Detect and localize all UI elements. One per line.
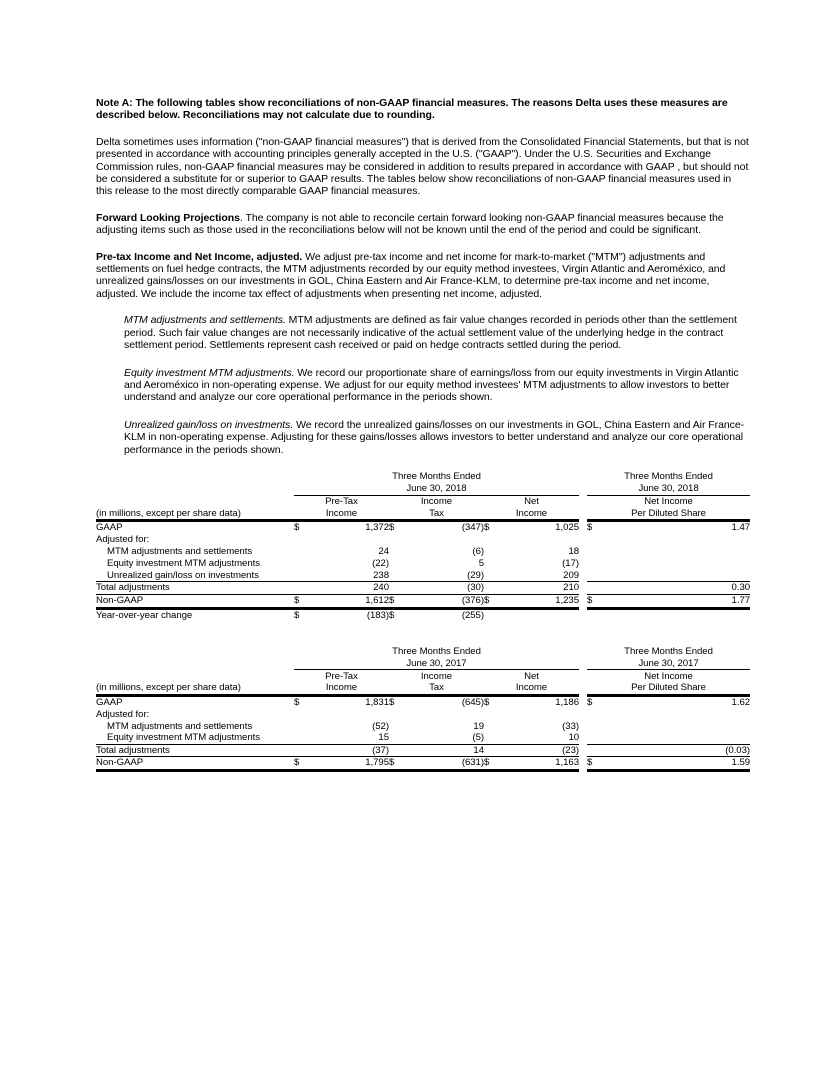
dollar-sign <box>484 546 501 558</box>
dollar-sign <box>587 558 604 570</box>
dollar-sign <box>294 582 311 595</box>
column-gap <box>579 508 587 521</box>
row-label: Non-GAAP <box>96 595 294 610</box>
period-header-right: Three Months Ended <box>624 471 713 483</box>
row-label: Total adjustments <box>96 745 294 758</box>
table-row <box>96 610 750 622</box>
note-a-paragraph: Note A: The following tables show reconciliations of non-GAAP financial measures. The reasons Delta uses these measures are described below. Reconciliations may not calculate due to rounding. <box>96 97 728 122</box>
dollar-sign: $ <box>484 520 501 534</box>
dollar-sign <box>484 570 501 583</box>
income-tax-header: Tax <box>389 682 484 695</box>
pretax-income-value: 1,372 <box>311 520 389 534</box>
period-header-row <box>96 646 750 658</box>
dollar-sign <box>587 720 604 732</box>
dollar-sign <box>389 570 406 583</box>
net-income-value: (33) <box>562 720 580 732</box>
dollar-sign <box>294 745 311 758</box>
dollar-sign: $ <box>389 757 406 772</box>
net-income-header: Net <box>524 495 539 507</box>
column-gap <box>579 670 587 682</box>
row-label: GAAP <box>96 520 294 534</box>
per-diluted-share-value: (0.03) <box>604 745 750 758</box>
dollar-sign <box>389 732 406 745</box>
unrealized-definition-body: We record the unrealized gains/losses on our investments in GOL, China Eastern and Air France-KLM in non-operating expense. Adjusting for these gains/losses allows investors to better understand and analyze our core operational performance in the periods shown. <box>124 418 745 456</box>
net-income-value: 1,025 <box>501 520 579 534</box>
table-row <box>96 595 750 610</box>
column-gap <box>579 658 587 671</box>
table-row <box>96 546 750 558</box>
column-gap <box>579 546 587 558</box>
period-date-row <box>96 658 750 671</box>
column-gap <box>579 595 587 610</box>
reconciliation-table-2017 <box>96 646 750 773</box>
column-gap <box>579 682 587 695</box>
dollar-sign: $ <box>389 695 406 709</box>
dollar-sign <box>389 582 406 595</box>
dollar-sign <box>294 708 311 720</box>
column-gap <box>579 646 587 658</box>
income-tax-value <box>406 534 484 546</box>
forward-looking-paragraph <box>96 212 750 237</box>
dollar-sign <box>484 720 501 732</box>
pretax-income-value: (37) <box>311 745 389 758</box>
dollar-sign: $ <box>484 595 501 610</box>
dollar-sign <box>484 558 501 570</box>
dollar-sign <box>484 732 501 745</box>
dollar-sign <box>389 558 406 570</box>
dollar-sign <box>294 534 311 546</box>
period-header-right: Three Months Ended <box>624 645 713 657</box>
dollar-sign <box>389 546 406 558</box>
per-diluted-share-value <box>604 610 750 622</box>
dollar-sign <box>389 720 406 732</box>
income-tax-header: Income <box>420 495 453 507</box>
table-row <box>96 534 750 546</box>
pretax-income-value: 240 <box>311 582 389 595</box>
table-row <box>96 732 750 745</box>
column-gap <box>579 534 587 546</box>
dollar-sign: $ <box>484 695 501 709</box>
per-diluted-share-value <box>604 546 750 558</box>
dollar-sign: $ <box>587 695 604 709</box>
net-income-value <box>501 534 579 546</box>
table-row <box>96 558 750 570</box>
row-label: Equity investment MTM adjustments <box>96 732 294 745</box>
net-income-value: (17) <box>562 558 580 570</box>
units-label: (in millions, except per share data) <box>96 682 294 695</box>
document-page <box>96 97 750 772</box>
net-income-value: 18 <box>568 546 580 558</box>
column-gap <box>579 720 587 732</box>
column-gap <box>579 610 587 622</box>
row-label: Non-GAAP <box>96 757 294 772</box>
pretax-income-header: Income <box>294 508 389 521</box>
income-tax-value: (645) <box>406 695 484 709</box>
equity-mtm-definition-paragraph <box>124 367 750 404</box>
row-label: MTM adjustments and settlements <box>107 546 253 558</box>
net-income-value: 10 <box>501 732 579 745</box>
dollar-sign: $ <box>294 757 311 772</box>
pretax-income-value: 238 <box>311 570 389 583</box>
net-income-value <box>501 610 579 622</box>
period-header-row <box>96 471 750 483</box>
dollar-sign <box>587 570 604 583</box>
table-row <box>96 582 750 595</box>
column-gap <box>579 695 587 709</box>
dollar-sign <box>389 534 406 546</box>
column-gap <box>579 708 587 720</box>
pretax-income-value: 1,795 <box>311 757 389 772</box>
dollar-sign <box>389 708 406 720</box>
per-diluted-share-value: 1.62 <box>604 695 750 709</box>
pretax-income-value: 1,831 <box>311 695 389 709</box>
column-gap <box>579 471 587 483</box>
per-diluted-share-header: Per Diluted Share <box>587 682 750 695</box>
table-row <box>96 757 750 772</box>
empty-cell <box>96 670 294 682</box>
column-gap <box>579 520 587 534</box>
dollar-sign: $ <box>587 757 604 772</box>
column-header-row <box>96 670 750 682</box>
dollar-sign: $ <box>587 520 604 534</box>
column-header-row <box>96 496 750 508</box>
row-label: Adjusted for: <box>96 534 150 546</box>
period-header: Three Months Ended <box>392 471 481 483</box>
column-header-row <box>96 508 750 521</box>
dollar-sign <box>294 732 311 745</box>
mtm-definition-body: MTM adjustments are defined as fair value changes recorded in periods other than the settlement period. Such fair value changes are not necessarily indicative of the actual settlement value of the underlying hedge in the contract settlement period. Settlements represent cash received or paid on hedge contracts settled during the period. <box>124 314 737 352</box>
income-tax-value <box>406 708 484 720</box>
dollar-sign: $ <box>294 520 311 534</box>
dollar-sign: $ <box>389 520 406 534</box>
income-tax-value: (376) <box>406 595 484 610</box>
dollar-sign <box>294 558 311 570</box>
empty-cell <box>96 471 294 483</box>
intro-paragraph: Delta sometimes uses information ("non-GAAP financial measures") that is derived from the Consolidated Financial Statements, but that is not presented in accordance with accounting principles generally accepted in the U.S. ("GAAP"). Under the U.S. Securities and Exchange Commission rules, non-GAAP financial measures may be considered in addition to results prepared in accordance with GAAP , but should not be considered a substitute for or superior to GAAP results. The tables below show reconciliations of non-GAAP financial measures used in this release to the most directly comparable GAAP financial measures. <box>96 135 749 198</box>
empty-cell <box>96 646 294 658</box>
dollar-sign: $ <box>389 595 406 610</box>
dollar-sign: $ <box>389 609 395 621</box>
row-label: GAAP <box>96 695 294 709</box>
net-income-value: (23) <box>501 745 579 758</box>
per-diluted-share-header: Per Diluted Share <box>587 508 750 521</box>
dollar-sign <box>389 745 406 758</box>
column-gap <box>579 496 587 508</box>
column-gap <box>579 483 587 496</box>
row-label: Total adjustments <box>96 582 294 595</box>
pretax-income-value <box>311 708 389 720</box>
income-tax-value: 5 <box>478 558 484 570</box>
dollar-sign: $ <box>484 757 501 772</box>
empty-cell <box>96 496 294 508</box>
dollar-sign: $ <box>587 595 604 610</box>
table-row <box>96 720 750 732</box>
dollar-sign <box>587 534 604 546</box>
table-row <box>96 745 750 758</box>
row-label: Equity investment MTM adjustments <box>107 558 260 570</box>
dollar-sign <box>294 720 311 732</box>
per-diluted-share-value: 1.47 <box>604 520 750 534</box>
dollar-sign <box>484 708 501 720</box>
dollar-sign <box>587 582 604 595</box>
net-income-value: 1,186 <box>501 695 579 709</box>
pretax-income-paragraph <box>96 251 750 301</box>
pretax-income-value <box>311 534 389 546</box>
per-diluted-share-value: 1.77 <box>604 595 750 610</box>
dollar-sign <box>294 546 311 558</box>
income-tax-value: (6) <box>472 546 484 558</box>
per-diluted-share-header: Net Income <box>644 495 693 507</box>
reconciliation-table-2018 <box>96 471 750 622</box>
unrealized-definition-title: Unrealized gain/loss on investments. <box>124 418 294 431</box>
pretax-income-header: Pre-Tax <box>325 495 358 507</box>
net-income-header: Income <box>484 508 579 521</box>
column-gap <box>579 558 587 570</box>
pretax-income-value: 1,612 <box>311 595 389 610</box>
empty-cell <box>96 658 294 671</box>
income-tax-value: (347) <box>406 520 484 534</box>
equity-mtm-definition-body: We record our proportionate share of earnings/loss from our equity investments in Virgin Atlantic and Aeroméxico in non-operating expense. We adjust for our equity method investees' MTM adjustments to allow investors to better understand and analyze our core operational performance in the periods shown. <box>124 366 739 404</box>
dollar-sign <box>294 570 311 583</box>
per-diluted-share-value: 0.30 <box>604 582 750 595</box>
table-row <box>96 695 750 709</box>
period-date-right: June 30, 2018 <box>587 483 750 496</box>
pretax-income-value: 24 <box>378 546 389 558</box>
forward-looking-title: Forward Looking Projections <box>96 211 240 224</box>
period-date: June 30, 2017 <box>294 658 579 671</box>
column-header-row <box>96 682 750 695</box>
income-tax-header: Tax <box>389 508 484 521</box>
column-gap <box>579 745 587 758</box>
column-gap <box>579 732 587 745</box>
pretax-income-body: We adjust pre-tax income and net income for mark-to-market ("MTM") adjustments and settlements on fuel hedge contracts, the MTM adjustments recorded by our equity method investees, Virgin Atlantic and Aeroméxico, and unrealized gains/losses on our investments in GOL, China Eastern and Air France-KLM, to determine pre-tax income and net income, adjusted. We include the income tax effect of adjustments when presenting net income, adjusted. <box>96 250 726 300</box>
per-diluted-share-value <box>604 570 750 583</box>
pretax-income-header: Income <box>294 682 389 695</box>
per-diluted-share-value <box>604 534 750 546</box>
dollar-sign <box>484 610 501 622</box>
period-date: June 30, 2018 <box>294 483 579 496</box>
mtm-definition-title: MTM adjustments and settlements. <box>124 314 286 327</box>
per-diluted-share-value <box>604 720 750 732</box>
dollar-sign <box>587 708 604 720</box>
income-tax-value: 14 <box>406 745 484 758</box>
pretax-income-value: (183) <box>366 609 389 621</box>
period-date-right: June 30, 2017 <box>587 658 750 671</box>
row-label: MTM adjustments and settlements <box>107 720 253 732</box>
dollar-sign <box>587 745 604 758</box>
income-tax-value: (255) <box>461 609 484 621</box>
income-tax-value: (29) <box>406 570 484 583</box>
pretax-income-title: Pre-tax Income and Net Income, adjusted. <box>96 250 303 263</box>
dollar-sign: $ <box>294 609 300 621</box>
column-gap <box>579 582 587 595</box>
dollar-sign <box>484 582 501 595</box>
unrealized-definition-paragraph <box>124 419 750 456</box>
income-tax-value: (631) <box>406 757 484 772</box>
forward-looking-body: . The company is not able to reconcile certain forward looking non-GAAP financial measures because the adjusting items such as those used in the reconciliations below will not be known until the end of the period and could be significant. <box>96 211 724 237</box>
per-diluted-share-header: Net Income <box>644 670 693 682</box>
dollar-sign <box>484 745 501 758</box>
net-income-value: 1,163 <box>501 757 579 772</box>
pretax-income-value: 15 <box>311 732 389 745</box>
dollar-sign: $ <box>294 695 311 709</box>
income-tax-value: (30) <box>406 582 484 595</box>
per-diluted-share-value <box>604 558 750 570</box>
dollar-sign <box>587 610 604 622</box>
row-label: Adjusted for: <box>96 708 150 720</box>
income-tax-header: Income <box>420 670 453 682</box>
per-diluted-share-value <box>604 708 750 720</box>
equity-mtm-definition-title: Equity investment MTM adjustments. <box>124 366 295 379</box>
dollar-sign <box>587 546 604 558</box>
units-label: (in millions, except per share data) <box>96 508 294 521</box>
pretax-income-header: Pre-Tax <box>325 670 358 682</box>
table-row <box>96 520 750 534</box>
period-date-row <box>96 483 750 496</box>
table-row <box>96 708 750 720</box>
table-row <box>96 570 750 583</box>
income-tax-value: (5) <box>406 732 484 745</box>
pretax-income-value: (52) <box>372 720 389 732</box>
period-header: Three Months Ended <box>392 645 481 657</box>
column-gap <box>579 757 587 772</box>
dollar-sign <box>484 534 501 546</box>
column-gap <box>579 570 587 583</box>
mtm-definition-paragraph <box>124 314 750 351</box>
income-tax-value: 19 <box>473 720 484 732</box>
net-income-value: 210 <box>501 582 579 595</box>
net-income-value: 209 <box>501 570 579 583</box>
dollar-sign: $ <box>294 595 311 610</box>
net-income-value <box>501 708 579 720</box>
dollar-sign <box>587 732 604 745</box>
net-income-header: Income <box>484 682 579 695</box>
empty-cell <box>96 483 294 496</box>
net-income-value: 1,235 <box>501 595 579 610</box>
row-label: Year-over-year change <box>96 609 193 621</box>
per-diluted-share-value <box>604 732 750 745</box>
row-label: Unrealized gain/loss on investments <box>96 570 294 583</box>
pretax-income-value: (22) <box>372 558 389 570</box>
per-diluted-share-value: 1.59 <box>604 757 750 772</box>
net-income-header: Net <box>524 670 539 682</box>
